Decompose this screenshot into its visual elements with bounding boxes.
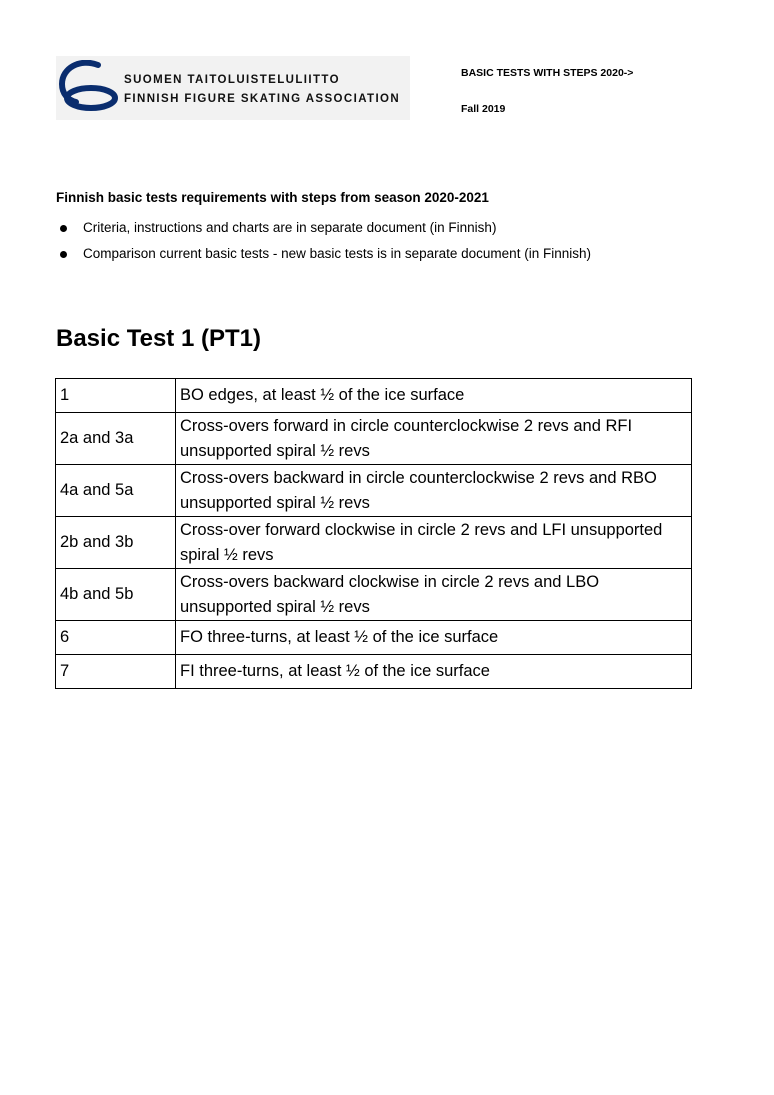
logo-text-english: FINNISH FIGURE SKATING ASSOCIATION <box>124 93 401 105</box>
element-number: 2b and 3b <box>56 517 176 569</box>
element-number: 6 <box>56 621 176 655</box>
element-number: 4a and 5a <box>56 465 176 517</box>
intro-bullet-list <box>56 215 591 267</box>
bullet-icon <box>60 251 67 258</box>
element-description: Cross-overs forward in circle counterclockwise 2 revs and RFI unsupported spiral ½ revs <box>176 413 692 465</box>
section-heading: Basic Test 1 (PT1) <box>56 325 261 352</box>
document-header-title: BASIC TESTS WITH STEPS 2020-> <box>461 67 634 79</box>
bullet-item <box>56 241 591 267</box>
document-header-date: Fall 2019 <box>461 103 506 115</box>
element-number: 2a and 3a <box>56 413 176 465</box>
element-number: 4b and 5b <box>56 569 176 621</box>
element-number: 7 <box>56 655 176 689</box>
intro-heading: Finnish basic tests requirements with steps from season 2020-2021 <box>56 190 489 205</box>
element-description: FI three-turns, at least ½ of the ice surface <box>176 655 692 689</box>
bullet-text: Criteria, instructions and charts are in separate document (in Finnish) <box>83 220 497 235</box>
table-row <box>56 379 692 413</box>
table-row <box>56 621 692 655</box>
table-row <box>56 413 692 465</box>
basic-test-table <box>55 378 692 689</box>
element-description: Cross-over forward clockwise in circle 2 revs and LFI unsupported spiral ½ revs <box>176 517 692 569</box>
bullet-item <box>56 215 591 241</box>
table-row <box>56 655 692 689</box>
table-row <box>56 569 692 621</box>
element-description: FO three-turns, at least ½ of the ice surface <box>176 621 692 655</box>
bullet-text: Comparison current basic tests - new basic tests is in separate document (in Finnish) <box>83 246 591 261</box>
table-row <box>56 465 692 517</box>
element-number: 1 <box>56 379 176 413</box>
skating-swirl-icon <box>58 60 120 116</box>
table-row <box>56 517 692 569</box>
association-logo <box>56 56 410 120</box>
bullet-icon <box>60 225 67 232</box>
element-description: BO edges, at least ½ of the ice surface <box>176 379 692 413</box>
element-description: Cross-overs backward in circle counterclockwise 2 revs and RBO unsupported spiral ½ revs <box>176 465 692 517</box>
element-description: Cross-overs backward clockwise in circle 2 revs and LBO unsupported spiral ½ revs <box>176 569 692 621</box>
logo-text-finnish: SUOMEN TAITOLUISTELULIITTO <box>124 74 340 86</box>
